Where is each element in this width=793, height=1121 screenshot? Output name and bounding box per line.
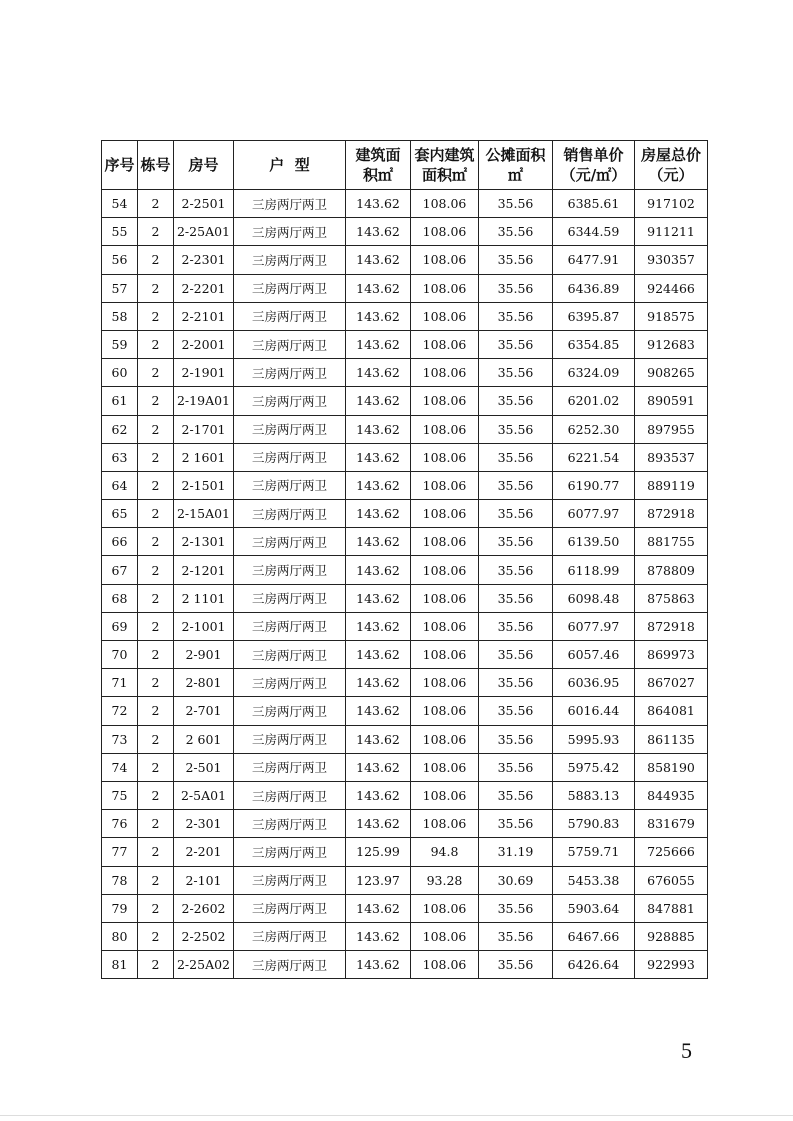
- cell-gross-area: 143.62: [346, 359, 411, 387]
- cell-total-price: 930357: [635, 246, 708, 274]
- cell-inner-area: 108.06: [411, 697, 479, 725]
- cell-inner-area: 108.06: [411, 922, 479, 950]
- cell-seq: 60: [102, 359, 138, 387]
- cell-room: 2-5A01: [174, 781, 234, 809]
- cell-unit-price: 6118.99: [553, 556, 635, 584]
- cell-unit-price: 6139.50: [553, 528, 635, 556]
- cell-shared-area: 35.56: [479, 246, 553, 274]
- cell-room: 2 1101: [174, 584, 234, 612]
- cell-gross-area: 143.62: [346, 725, 411, 753]
- table-row: [102, 387, 708, 415]
- cell-seq: 72: [102, 697, 138, 725]
- cell-inner-area: 108.06: [411, 246, 479, 274]
- cell-inner-area: 108.06: [411, 218, 479, 246]
- table-row: [102, 330, 708, 358]
- table-row: [102, 781, 708, 809]
- cell-building: 2: [138, 866, 174, 894]
- cell-seq: 78: [102, 866, 138, 894]
- cell-inner-area: 108.06: [411, 556, 479, 584]
- table-row: [102, 866, 708, 894]
- cell-gross-area: 143.62: [346, 781, 411, 809]
- cell-unit-price: 6077.97: [553, 500, 635, 528]
- cell-room: 2-2001: [174, 330, 234, 358]
- cell-building: 2: [138, 725, 174, 753]
- cell-room: 2-25A01: [174, 218, 234, 246]
- cell-room: 2-2101: [174, 302, 234, 330]
- table-row: [102, 302, 708, 330]
- cell-room: 2-901: [174, 641, 234, 669]
- cell-inner-area: 108.06: [411, 584, 479, 612]
- cell-unit-price: 5453.38: [553, 866, 635, 894]
- cell-total-price: 922993: [635, 951, 708, 979]
- cell-gross-area: 143.62: [346, 951, 411, 979]
- cell-inner-area: 108.06: [411, 302, 479, 330]
- cell-building: 2: [138, 894, 174, 922]
- cell-room: 2-301: [174, 810, 234, 838]
- cell-type: 三房两厅两卫: [234, 951, 346, 979]
- cell-shared-area: 35.56: [479, 725, 553, 753]
- cell-gross-area: 143.62: [346, 556, 411, 584]
- header-inner-area: 套内建筑 面积㎡: [411, 141, 479, 190]
- cell-type: 三房两厅两卫: [234, 218, 346, 246]
- cell-building: 2: [138, 584, 174, 612]
- cell-shared-area: 35.56: [479, 584, 553, 612]
- cell-shared-area: 35.56: [479, 556, 553, 584]
- cell-room: 2-2301: [174, 246, 234, 274]
- cell-inner-area: 108.06: [411, 443, 479, 471]
- cell-shared-area: 35.56: [479, 415, 553, 443]
- cell-seq: 79: [102, 894, 138, 922]
- bottom-divider: [0, 1115, 793, 1116]
- cell-building: 2: [138, 528, 174, 556]
- cell-building: 2: [138, 500, 174, 528]
- table-row: [102, 246, 708, 274]
- cell-inner-area: 108.06: [411, 894, 479, 922]
- cell-type: 三房两厅两卫: [234, 781, 346, 809]
- cell-gross-area: 143.62: [346, 641, 411, 669]
- cell-building: 2: [138, 415, 174, 443]
- cell-type: 三房两厅两卫: [234, 359, 346, 387]
- cell-type: 三房两厅两卫: [234, 415, 346, 443]
- cell-unit-price: 6344.59: [553, 218, 635, 246]
- cell-unit-price: 5883.13: [553, 781, 635, 809]
- cell-seq: 58: [102, 302, 138, 330]
- cell-unit-price: 6201.02: [553, 387, 635, 415]
- cell-seq: 70: [102, 641, 138, 669]
- cell-room: 2-1001: [174, 612, 234, 640]
- cell-total-price: 911211: [635, 218, 708, 246]
- table-row: [102, 922, 708, 950]
- cell-inner-area: 108.06: [411, 810, 479, 838]
- cell-total-price: 928885: [635, 922, 708, 950]
- cell-total-price: 912683: [635, 330, 708, 358]
- cell-seq: 54: [102, 190, 138, 218]
- table-row: [102, 528, 708, 556]
- cell-seq: 63: [102, 443, 138, 471]
- cell-total-price: 676055: [635, 866, 708, 894]
- cell-seq: 59: [102, 330, 138, 358]
- cell-shared-area: 35.56: [479, 302, 553, 330]
- cell-shared-area: 35.56: [479, 669, 553, 697]
- cell-building: 2: [138, 951, 174, 979]
- cell-seq: 76: [102, 810, 138, 838]
- cell-total-price: 861135: [635, 725, 708, 753]
- cell-room: 2-1501: [174, 471, 234, 499]
- cell-type: 三房两厅两卫: [234, 387, 346, 415]
- cell-unit-price: 6016.44: [553, 697, 635, 725]
- cell-inner-area: 108.06: [411, 753, 479, 781]
- cell-inner-area: 108.06: [411, 190, 479, 218]
- cell-building: 2: [138, 753, 174, 781]
- cell-gross-area: 143.62: [346, 190, 411, 218]
- cell-inner-area: 108.06: [411, 528, 479, 556]
- cell-gross-area: 143.62: [346, 612, 411, 640]
- cell-total-price: 875863: [635, 584, 708, 612]
- cell-inner-area: 108.06: [411, 612, 479, 640]
- cell-gross-area: 143.62: [346, 330, 411, 358]
- cell-type: 三房两厅两卫: [234, 753, 346, 781]
- table-row: [102, 753, 708, 781]
- cell-building: 2: [138, 669, 174, 697]
- cell-seq: 62: [102, 415, 138, 443]
- cell-gross-area: 143.62: [346, 218, 411, 246]
- cell-inner-area: 108.06: [411, 415, 479, 443]
- cell-total-price: 847881: [635, 894, 708, 922]
- table-row: [102, 838, 708, 866]
- cell-shared-area: 35.56: [479, 471, 553, 499]
- table-row: [102, 669, 708, 697]
- cell-room: 2-2602: [174, 894, 234, 922]
- cell-unit-price: 6324.09: [553, 359, 635, 387]
- table-row: [102, 274, 708, 302]
- cell-total-price: 889119: [635, 471, 708, 499]
- cell-type: 三房两厅两卫: [234, 190, 346, 218]
- cell-gross-area: 143.62: [346, 443, 411, 471]
- cell-gross-area: 143.62: [346, 528, 411, 556]
- cell-total-price: 878809: [635, 556, 708, 584]
- cell-type: 三房两厅两卫: [234, 584, 346, 612]
- cell-type: 三房两厅两卫: [234, 246, 346, 274]
- cell-shared-area: 35.56: [479, 753, 553, 781]
- cell-gross-area: 125.99: [346, 838, 411, 866]
- cell-shared-area: 35.56: [479, 359, 553, 387]
- header-unit-price: 销售单价 （元/㎡）: [553, 141, 635, 190]
- cell-building: 2: [138, 697, 174, 725]
- table-row: [102, 359, 708, 387]
- cell-gross-area: 143.62: [346, 246, 411, 274]
- cell-seq: 56: [102, 246, 138, 274]
- cell-shared-area: 35.56: [479, 387, 553, 415]
- cell-shared-area: 35.56: [479, 612, 553, 640]
- cell-unit-price: 6077.97: [553, 612, 635, 640]
- cell-seq: 61: [102, 387, 138, 415]
- cell-inner-area: 108.06: [411, 359, 479, 387]
- cell-seq: 75: [102, 781, 138, 809]
- cell-seq: 66: [102, 528, 138, 556]
- cell-room: 2-1901: [174, 359, 234, 387]
- cell-gross-area: 143.62: [346, 669, 411, 697]
- cell-room: 2 601: [174, 725, 234, 753]
- cell-total-price: 858190: [635, 753, 708, 781]
- cell-type: 三房两厅两卫: [234, 302, 346, 330]
- cell-building: 2: [138, 387, 174, 415]
- cell-room: 2 1601: [174, 443, 234, 471]
- cell-building: 2: [138, 302, 174, 330]
- cell-room: 2-1701: [174, 415, 234, 443]
- cell-room: 2-19A01: [174, 387, 234, 415]
- table-body: [102, 190, 708, 979]
- cell-room: 2-701: [174, 697, 234, 725]
- table-row: [102, 641, 708, 669]
- table-row: [102, 218, 708, 246]
- cell-seq: 71: [102, 669, 138, 697]
- cell-unit-price: 6252.30: [553, 415, 635, 443]
- cell-inner-area: 108.06: [411, 669, 479, 697]
- table-row: [102, 725, 708, 753]
- cell-seq: 77: [102, 838, 138, 866]
- cell-unit-price: 6354.85: [553, 330, 635, 358]
- cell-room: 2-1201: [174, 556, 234, 584]
- cell-shared-area: 35.56: [479, 810, 553, 838]
- cell-shared-area: 35.56: [479, 951, 553, 979]
- cell-gross-area: 123.97: [346, 866, 411, 894]
- cell-gross-area: 143.62: [346, 387, 411, 415]
- cell-shared-area: 35.56: [479, 641, 553, 669]
- header-type: 户 型: [234, 141, 346, 190]
- cell-room: 2-25A02: [174, 951, 234, 979]
- cell-unit-price: 5995.93: [553, 725, 635, 753]
- header-seq: 序号: [102, 141, 138, 190]
- cell-unit-price: 6098.48: [553, 584, 635, 612]
- header-gross-area: 建筑面 积㎡: [346, 141, 411, 190]
- cell-room: 2-2502: [174, 922, 234, 950]
- cell-shared-area: 35.56: [479, 274, 553, 302]
- table-row: [102, 951, 708, 979]
- cell-shared-area: 35.56: [479, 500, 553, 528]
- cell-inner-area: 108.06: [411, 471, 479, 499]
- table-row: [102, 556, 708, 584]
- cell-inner-area: 94.8: [411, 838, 479, 866]
- cell-unit-price: 5903.64: [553, 894, 635, 922]
- table-header-row: [102, 141, 708, 190]
- cell-unit-price: 5759.71: [553, 838, 635, 866]
- cell-seq: 80: [102, 922, 138, 950]
- table-row: [102, 443, 708, 471]
- page-number: 5: [681, 1038, 692, 1063]
- cell-seq: 74: [102, 753, 138, 781]
- cell-building: 2: [138, 810, 174, 838]
- cell-inner-area: 108.06: [411, 330, 479, 358]
- cell-building: 2: [138, 922, 174, 950]
- cell-type: 三房两厅两卫: [234, 669, 346, 697]
- cell-shared-area: 35.56: [479, 443, 553, 471]
- cell-room: 2-2201: [174, 274, 234, 302]
- cell-building: 2: [138, 838, 174, 866]
- cell-shared-area: 35.56: [479, 218, 553, 246]
- cell-gross-area: 143.62: [346, 753, 411, 781]
- cell-seq: 73: [102, 725, 138, 753]
- cell-shared-area: 35.56: [479, 781, 553, 809]
- cell-inner-area: 108.06: [411, 500, 479, 528]
- table-row: [102, 471, 708, 499]
- cell-shared-area: 30.69: [479, 866, 553, 894]
- cell-gross-area: 143.62: [346, 584, 411, 612]
- cell-unit-price: 5790.83: [553, 810, 635, 838]
- cell-unit-price: 6057.46: [553, 641, 635, 669]
- cell-type: 三房两厅两卫: [234, 866, 346, 894]
- header-building: 栋号: [138, 141, 174, 190]
- cell-gross-area: 143.62: [346, 415, 411, 443]
- table-row: [102, 500, 708, 528]
- cell-shared-area: 35.56: [479, 697, 553, 725]
- cell-building: 2: [138, 359, 174, 387]
- cell-building: 2: [138, 330, 174, 358]
- cell-total-price: 872918: [635, 612, 708, 640]
- cell-seq: 81: [102, 951, 138, 979]
- cell-gross-area: 143.62: [346, 471, 411, 499]
- cell-type: 三房两厅两卫: [234, 725, 346, 753]
- cell-room: 2-1301: [174, 528, 234, 556]
- cell-total-price: 893537: [635, 443, 708, 471]
- cell-room: 2-101: [174, 866, 234, 894]
- cell-seq: 65: [102, 500, 138, 528]
- cell-total-price: 864081: [635, 697, 708, 725]
- cell-inner-area: 108.06: [411, 951, 479, 979]
- cell-unit-price: 6477.91: [553, 246, 635, 274]
- cell-seq: 69: [102, 612, 138, 640]
- cell-seq: 57: [102, 274, 138, 302]
- cell-type: 三房两厅两卫: [234, 274, 346, 302]
- cell-gross-area: 143.62: [346, 500, 411, 528]
- table-row: [102, 697, 708, 725]
- cell-room: 2-501: [174, 753, 234, 781]
- cell-building: 2: [138, 190, 174, 218]
- cell-type: 三房两厅两卫: [234, 612, 346, 640]
- cell-building: 2: [138, 443, 174, 471]
- cell-inner-area: 93.28: [411, 866, 479, 894]
- cell-total-price: 897955: [635, 415, 708, 443]
- cell-building: 2: [138, 612, 174, 640]
- cell-unit-price: 6385.61: [553, 190, 635, 218]
- header-shared-area: 公摊面积 ㎡: [479, 141, 553, 190]
- cell-gross-area: 143.62: [346, 302, 411, 330]
- cell-total-price: 918575: [635, 302, 708, 330]
- cell-type: 三房两厅两卫: [234, 894, 346, 922]
- cell-gross-area: 143.62: [346, 697, 411, 725]
- header-room: 房号: [174, 141, 234, 190]
- cell-type: 三房两厅两卫: [234, 810, 346, 838]
- cell-shared-area: 35.56: [479, 190, 553, 218]
- cell-shared-area: 35.56: [479, 894, 553, 922]
- cell-shared-area: 35.56: [479, 528, 553, 556]
- cell-type: 三房两厅两卫: [234, 697, 346, 725]
- cell-unit-price: 6436.89: [553, 274, 635, 302]
- cell-room: 2-201: [174, 838, 234, 866]
- cell-type: 三房两厅两卫: [234, 838, 346, 866]
- cell-building: 2: [138, 556, 174, 584]
- cell-unit-price: 6467.66: [553, 922, 635, 950]
- cell-seq: 64: [102, 471, 138, 499]
- cell-unit-price: 6426.64: [553, 951, 635, 979]
- cell-inner-area: 108.06: [411, 274, 479, 302]
- header-total-price: 房屋总价 （元）: [635, 141, 708, 190]
- cell-type: 三房两厅两卫: [234, 443, 346, 471]
- cell-inner-area: 108.06: [411, 781, 479, 809]
- table-row: [102, 894, 708, 922]
- cell-unit-price: 6221.54: [553, 443, 635, 471]
- cell-inner-area: 108.06: [411, 387, 479, 415]
- table-row: [102, 415, 708, 443]
- cell-building: 2: [138, 471, 174, 499]
- cell-room: 2-2501: [174, 190, 234, 218]
- cell-type: 三房两厅两卫: [234, 330, 346, 358]
- table-row: [102, 612, 708, 640]
- cell-total-price: 872918: [635, 500, 708, 528]
- cell-type: 三房两厅两卫: [234, 528, 346, 556]
- table-row: [102, 810, 708, 838]
- cell-total-price: 881755: [635, 528, 708, 556]
- cell-unit-price: 6395.87: [553, 302, 635, 330]
- cell-type: 三房两厅两卫: [234, 922, 346, 950]
- cell-gross-area: 143.62: [346, 894, 411, 922]
- cell-type: 三房两厅两卫: [234, 641, 346, 669]
- cell-seq: 67: [102, 556, 138, 584]
- housing-price-table: [101, 140, 708, 979]
- cell-total-price: 869973: [635, 641, 708, 669]
- cell-total-price: 867027: [635, 669, 708, 697]
- cell-total-price: 831679: [635, 810, 708, 838]
- cell-shared-area: 35.56: [479, 330, 553, 358]
- cell-unit-price: 6036.95: [553, 669, 635, 697]
- cell-inner-area: 108.06: [411, 725, 479, 753]
- cell-seq: 55: [102, 218, 138, 246]
- cell-type: 三房两厅两卫: [234, 556, 346, 584]
- cell-total-price: 890591: [635, 387, 708, 415]
- cell-gross-area: 143.62: [346, 922, 411, 950]
- cell-building: 2: [138, 781, 174, 809]
- cell-unit-price: 5975.42: [553, 753, 635, 781]
- cell-total-price: 924466: [635, 274, 708, 302]
- cell-inner-area: 108.06: [411, 641, 479, 669]
- cell-total-price: 908265: [635, 359, 708, 387]
- cell-type: 三房两厅两卫: [234, 500, 346, 528]
- table-row: [102, 584, 708, 612]
- cell-building: 2: [138, 641, 174, 669]
- cell-total-price: 725666: [635, 838, 708, 866]
- cell-total-price: 917102: [635, 190, 708, 218]
- cell-total-price: 844935: [635, 781, 708, 809]
- cell-building: 2: [138, 246, 174, 274]
- cell-seq: 68: [102, 584, 138, 612]
- cell-shared-area: 31.19: [479, 838, 553, 866]
- cell-type: 三房两厅两卫: [234, 471, 346, 499]
- cell-gross-area: 143.62: [346, 274, 411, 302]
- cell-building: 2: [138, 274, 174, 302]
- cell-building: 2: [138, 218, 174, 246]
- cell-gross-area: 143.62: [346, 810, 411, 838]
- cell-unit-price: 6190.77: [553, 471, 635, 499]
- cell-room: 2-15A01: [174, 500, 234, 528]
- cell-shared-area: 35.56: [479, 922, 553, 950]
- cell-room: 2-801: [174, 669, 234, 697]
- table-row: [102, 190, 708, 218]
